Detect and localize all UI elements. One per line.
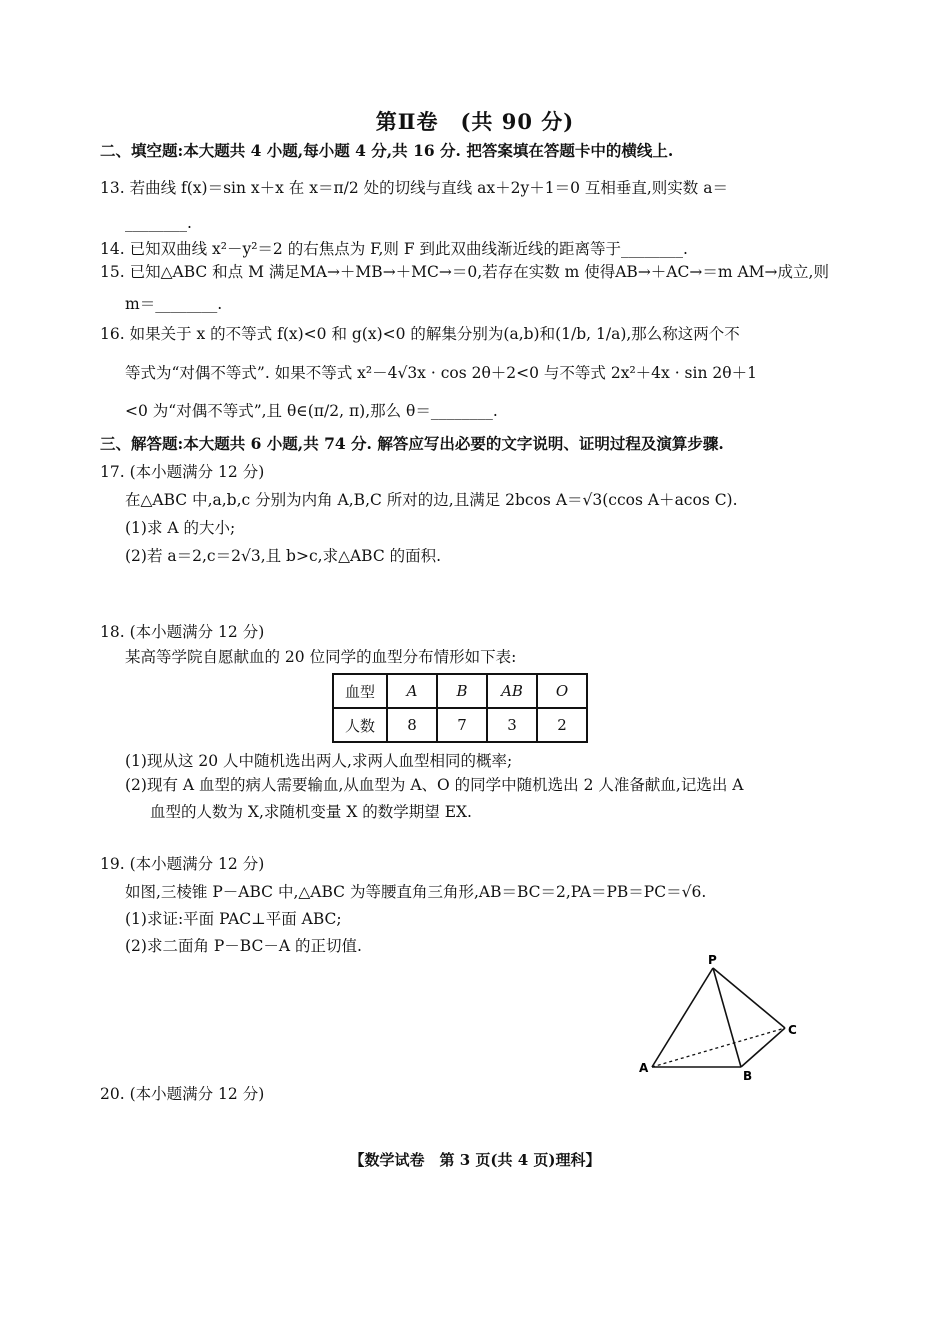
q17-head: 17. (本小题满分 12 分) — [100, 463, 265, 481]
q17-part2: (2)若 a＝2,c＝2√3,且 b>c,求△ABC 的面积. — [125, 547, 442, 565]
q18-head: 18. (本小题满分 12 分) — [100, 623, 265, 641]
q17-body: 在△ABC 中,a,b,c 分别为内角 A,B,C 所对的边,且满足 2bcos A＝√3(ccos A＋acos C). — [125, 491, 738, 509]
table-cell: AB — [487, 674, 537, 708]
q13-line1: 13. 若曲线 f(x)＝sin x＋x 在 x＝π/2 处的切线与直线 ax＋2y＋1＝0 互相垂直,则实数 a＝ — [100, 179, 728, 197]
table-cell: O — [537, 674, 587, 708]
table-cell: 人数 — [333, 708, 387, 742]
table-cell: B — [437, 674, 487, 708]
label-B: B — [743, 1069, 753, 1083]
table-row — [333, 674, 587, 708]
q19-head: 19. (本小题满分 12 分) — [100, 855, 265, 873]
answer-section-heading: 三、解答题:本大题共 6 小题,共 74 分. 解答应写出必要的文字说明、证明过程及演算步骤. — [100, 434, 724, 453]
q18-part1: (1)现从这 20 人中随机选出两人,求两人血型相同的概率; — [125, 752, 513, 770]
q19-body: 如图,三棱锥 P－ABC 中,△ABC 为等腰直角三角形,AB＝BC＝2,PA＝PB＝PC＝√6. — [125, 883, 707, 901]
page-footer: 【数学试卷 第 3 页(共 4 页)理科】 — [349, 1151, 601, 1169]
table-cell: 血型 — [333, 674, 387, 708]
q16-line2: 等式为“对偶不等式”. 如果不等式 x²－4√3x · cos 2θ＋2<0 与不等式 2x²＋4x · sin 2θ＋1 — [125, 364, 757, 382]
table-cell: 2 — [537, 708, 587, 742]
pyramid-figure — [630, 950, 810, 1085]
section-title: 第Ⅱ卷 (共 90 分) — [375, 109, 575, 134]
label-A: A — [639, 1061, 649, 1075]
q16-line3: <0 为“对偶不等式”,且 θ∈(π/2, π),那么 θ＝________. — [125, 402, 498, 420]
q15-line2: m＝________. — [125, 295, 223, 313]
table-cell: A — [387, 674, 437, 708]
q13-line2: ________. — [125, 214, 192, 232]
table-cell: 7 — [437, 708, 487, 742]
table-row — [333, 708, 587, 742]
q14-line1: 14. 已知双曲线 x²－y²＝2 的右焦点为 F,则 F 到此双曲线渐近线的距离等于________. — [100, 240, 688, 258]
table-cell: 3 — [487, 708, 537, 742]
fill-section-heading: 二、填空题:本大题共 4 小题,每小题 4 分,共 16 分. 把答案填在答题卡中的横线上. — [100, 141, 674, 160]
edge-PB — [713, 968, 741, 1067]
label-C: C — [788, 1023, 797, 1037]
q19-part1: (1)求证:平面 PAC⊥平面 ABC; — [125, 910, 342, 928]
label-P: P — [708, 953, 717, 967]
q16-line1: 16. 如果关于 x 的不等式 f(x)<0 和 g(x)<0 的解集分别为(a,b)和(1/b, 1/a),那么称这两个不 — [100, 325, 740, 343]
blood-type-table — [332, 673, 588, 743]
q18-part2a: (2)现有 A 血型的病人需要输血,从血型为 A、O 的同学中随机选出 2 人准备献血,记选出 A — [125, 776, 744, 794]
q18-body: 某高等学院自愿献血的 20 位同学的血型分布情形如下表: — [125, 648, 517, 666]
q18-part2b: 血型的人数为 X,求随机变量 X 的数学期望 EX. — [150, 803, 472, 821]
q20-head: 20. (本小题满分 12 分) — [100, 1085, 265, 1103]
edge-PC — [713, 968, 785, 1028]
q17-part1: (1)求 A 的大小; — [125, 519, 236, 537]
edge-PA — [652, 968, 713, 1067]
q15-line1: 15. 已知△ABC 和点 M 满足MA→＋MB→＋MC→＝0,若存在实数 m 使得AB→＋AC→＝m AM→成立,则 — [100, 263, 829, 281]
table-cell: 8 — [387, 708, 437, 742]
q19-part2: (2)求二面角 P－BC－A 的正切值. — [125, 937, 362, 955]
